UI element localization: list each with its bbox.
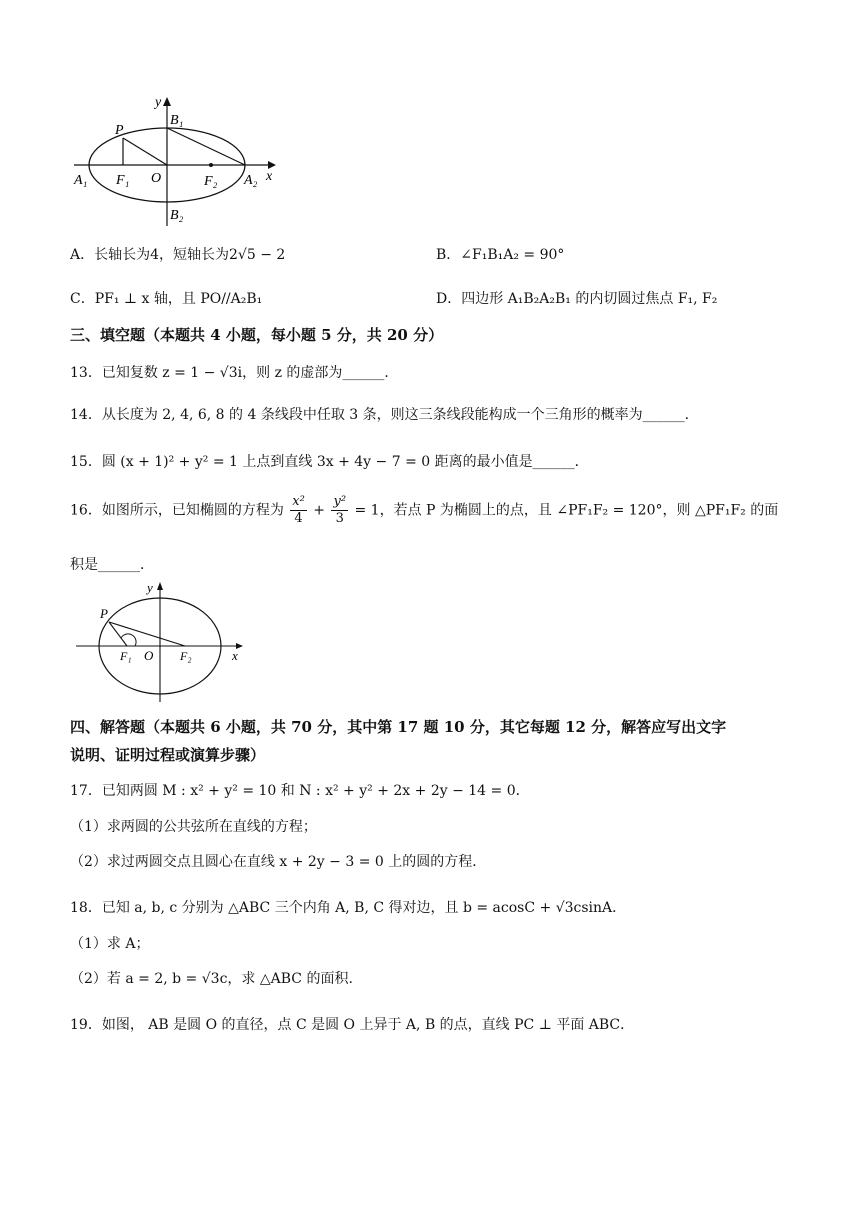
q12-option-b: B．∠F₁B₁A₂ = 90° <box>436 247 565 263</box>
label-p: P <box>115 123 124 138</box>
y-axis-arrow <box>163 97 171 106</box>
segment-pf2 <box>109 622 185 646</box>
q16-frac2-num: y² <box>333 494 347 509</box>
label-a1: A₁ <box>74 173 88 188</box>
q16-frac1-num: x² <box>292 494 305 509</box>
section-4-heading-line-2: 说明、证明过程或演算步骤） <box>70 746 266 764</box>
question-13: 13．已知复数 z = 1 − √3i，则 z 的虚部为______． <box>70 365 399 381</box>
label-x: x <box>232 648 238 663</box>
q18-part-2: （2）若 a = 2, b = √3c，求 △ABC 的面积. <box>70 971 353 987</box>
question-17: 17．已知两圆 M : x² + y² = 10 和 N : x² + y² + 2x + 2y − 14 = 0． <box>70 783 530 799</box>
label-b2: B₂ <box>170 208 184 223</box>
q17-part-2: （2）求过两圆交点且圆心在直线 x + 2y − 3 = 0 上的圆的方程． <box>70 854 487 870</box>
label-f2: F₂ <box>204 174 218 189</box>
label-y: y <box>155 95 162 110</box>
angle-arc <box>121 634 136 646</box>
label-p: P <box>100 606 108 621</box>
label-o: O <box>151 171 162 186</box>
segment-pf1 <box>109 622 127 646</box>
q16-text-after: = 1，若点 P 为椭圆上的点，且 ∠PF₁F₂ = 120°，则 △PF₁F₂ 的面 <box>354 502 779 519</box>
label-o: O <box>144 648 154 663</box>
q16-fraction-y <box>331 494 348 527</box>
segment-po <box>123 138 167 165</box>
label-x: x <box>266 169 273 184</box>
question-19: 19．如图， AB 是圆 O 的直径，点 C 是圆 O 上异于 A, B 的点，直线 PC ⊥ 平面 ABC． <box>70 1017 635 1033</box>
y-axis-arrow <box>157 582 163 590</box>
q12-option-d: D．四边形 A₁B₂A₂B₁ 的内切圆过焦点 F₁, F₂ <box>436 291 718 307</box>
focus-f2-dot <box>209 163 213 167</box>
q18-part-1: （1）求 A； <box>70 936 150 952</box>
label-y: y <box>147 580 153 595</box>
question-14: 14．从长度为 2, 4, 6, 8 的 4 条线段中任取 3 条，则这三条线段能构成一个三角形的概率为______． <box>70 407 699 423</box>
label-f1: F₁ <box>120 649 132 663</box>
q16-plus: + <box>313 502 326 519</box>
segment-b1a2 <box>167 128 245 165</box>
q12-option-c: C．PF₁ ⊥ x 轴，且 PO//A₂B₁ <box>70 291 263 307</box>
q16-frac1-den: 4 <box>294 511 303 526</box>
question-18: 18．已知 a, b, c 分别为 △ABC 三个内角 A, B, C 得对边，且 b = acosC + √3csinA． <box>70 900 627 916</box>
section-3-heading: 三、填空题（本题共 4 小题，每小题 5 分，共 20 分） <box>70 326 444 344</box>
label-b1: B₁ <box>170 113 184 128</box>
ellipse-figure-1 <box>70 92 285 230</box>
section-4-heading-line-1: 四、解答题（本题共 6 小题，共 70 分，其中第 17 题 10 分，其它每题 12 分，解答应写出文字 <box>70 718 727 736</box>
x-axis-arrow <box>268 161 276 169</box>
q16-text-before: 16．如图所示，已知椭圆的方程为 <box>70 502 284 519</box>
q12-option-a: A．长轴长为4，短轴长为2√5 − 2 <box>70 247 286 263</box>
q16-line-2: 积是______． <box>70 557 154 573</box>
q16-frac2-den: 3 <box>335 511 344 526</box>
label-a2: A₂ <box>244 173 258 188</box>
label-f2: F₂ <box>180 649 192 663</box>
label-f1: F₁ <box>116 173 130 188</box>
question-15: 15．圆 (x + 1)² + y² = 1 上点到直线 3x + 4y − 7 = 0 距离的最小值是______． <box>70 454 589 470</box>
question-16 <box>70 494 778 527</box>
q17-part-1: （1）求两圆的公共弦所在直线的方程； <box>70 819 317 835</box>
ellipse-figure-2 <box>74 578 254 706</box>
q16-fraction-x <box>290 494 307 527</box>
